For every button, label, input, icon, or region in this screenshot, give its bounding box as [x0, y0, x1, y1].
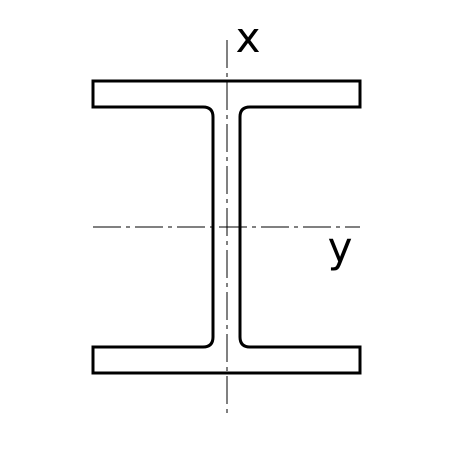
- y-axis-label: y: [327, 223, 353, 272]
- x-axis-label: x: [235, 13, 261, 62]
